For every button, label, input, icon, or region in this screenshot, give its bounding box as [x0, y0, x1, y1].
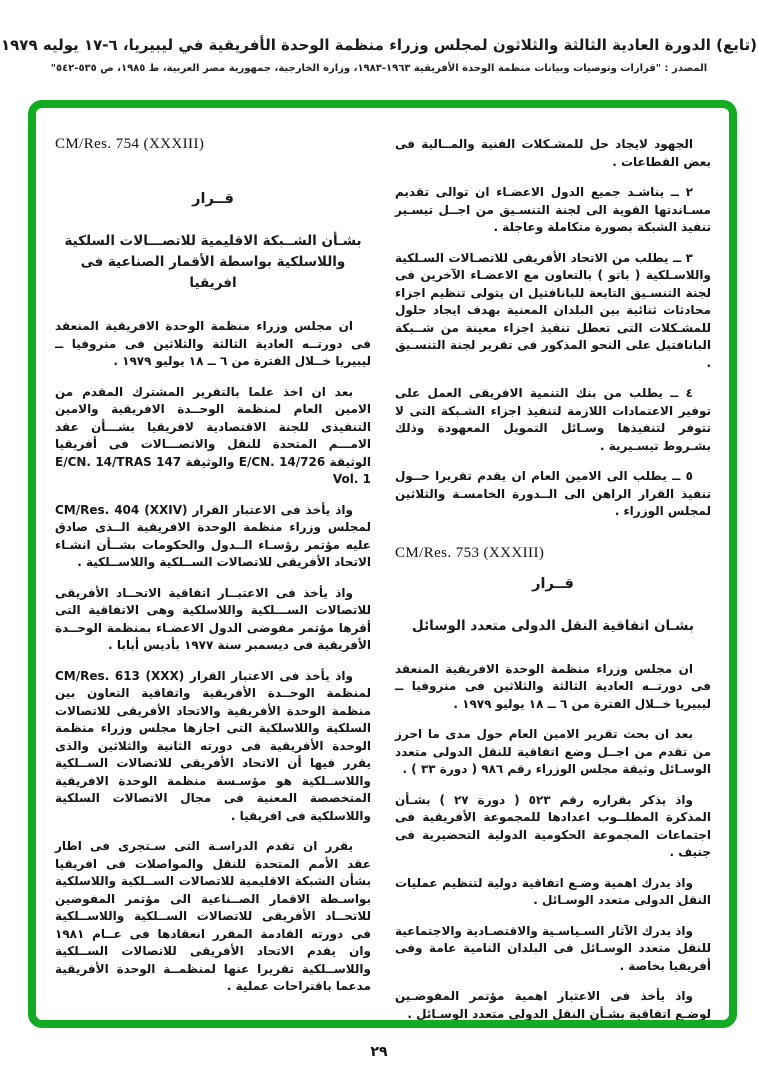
resolution-753-paragraph: واذ يذكر بقراره رقم ٥٢٣ ( دورة ٢٧ ) بشـأن المذكرة المطلــوب اعدادها للمجموعة الأفريقية فى اجتماعات المجموعة الحكومية الدولية التحضيرية فى جنيف . — [395, 792, 711, 859]
clause-4: ٤ ــ يطلب من بنك التنمية الافريقى العمل على توفير الاعتمادات اللازمة لتنفيذ اجزاء الشـبكة التى لا تتوفر لتنفيذها وسـائل التمويل المعهودة وذلك بشـروط تيسـيرية . — [395, 386, 711, 453]
column-right — [395, 136, 711, 1023]
two-column-layout — [54, 136, 711, 1023]
clause-2: ٢ ــ يناشـد جميع الدول الاعضـاء ان توالى تقديم مسـاندتها القوية الى لجنة التنسـيق من اجــل تيسـير تنفيذ الشبكة بصورة متكاملة وعاجلة . — [395, 185, 711, 234]
green-border-frame — [28, 100, 737, 1028]
page-header — [0, 0, 758, 74]
continuation-paragraph: الجهود لايجاد حل للمشـكلات الفنية والمــالية فى بعض القطاعات . — [395, 137, 711, 169]
clause-5: ٥ ــ يطلب الى الامين العام ان يقدم تقريرا حــول تنفيذ القرار الراهن الى الــدورة الخامسـة والثلاثين لمجلس الوزراء . — [395, 469, 711, 518]
subject-heading-753: بشـان اتفاقية النقل الدولى متعدد الوسائل — [412, 617, 694, 634]
resolution-753-paragraph: واذ يدرك الآثار السـياسـية والاقتصـادية والاجتماعية للنقل متعدد الوسـائل فى البلدان النامية عامة وفى أفريقيا بخاصة . — [395, 923, 711, 973]
resolution-754-paragraph: يقرر ان تقدم الدراسـة التى سـتجرى فى اطار عقد الأمم المتحدة للنقل والمواصلات فى افريقيا بشأن الشبكة الاقليمية للاتصالات الســلكية واللاسلكية بواسـطة الاقمار الصــناعية الى مؤتمر المفوضين للاتحــاد الأفريقى للاتصالات الســلكية واللاســلكية فى دورته القادمة المقرر انعقادها فى عــام ١٩٨١ وان يقدم الاتحاد الأفريقى للاتصالات الســلكية واللاســلكية تقريرا عنها لمنظمــة الوحدة الأفريقية مدعما باقتراحات عملية . — [55, 839, 371, 993]
resolution-753-paragraph: بعد ان بحث تقرير الامين العام حول مدى ما احرز من تقدم من اجــل وضع اتفاقية للنقل الدولى متعدد الوسـائل وثيقة مجلس الوزراء رقم ٩٨٦ ( دورة ٣٣ ) . — [395, 727, 711, 776]
resolution-753-paragraph: ان مجلس وزراء منظمة الوحدة الافريقية المنعقد فى دورتــه العادية الثالثة والثلاثين فى منروفيا ــ ليبيريا خــلال الفترة من ٦ ــ ١٨ يوليو ١٩٧٩ . — [395, 661, 711, 711]
decision-heading-753: قــرار — [532, 575, 574, 592]
clause-3: ٣ ــ يطلب من الاتحاد الأفريقى للاتصـالات السـلكية واللاسـلكية ( باتو ) بالتعاون مع الاعضـاء الآخرين فى لجنة التنسـيق التابعة للبانافتيل ان يتولى تنظيم اجزاء محادثات ثنائية بين البلدان المعنية بهدف ايجاد حلول للمشـكلات التى تعطل تنفيذ اجزاء معينة من شــبكة البانافتيل على النحو المذكور فى تقرير لجنة التنسـيق . — [395, 250, 711, 370]
page-number: ٢٩ — [370, 1044, 388, 1060]
resolution-754-paragraph: بعد ان اخذ علما بالتقرير المشترك المقدم من الامين العام لمنظمة الوحــدة الافريقية والامين التنفيذى للجنة الاقتصادية لافريقيا بشـــأن عقد الامـــم المتحدة للنقل والاتصـــالات فى أفريقيا الوثيقة E/CN. 14/726 والوثيقة E/CN. 14/TRAS 147 Vol. 1 — [55, 384, 371, 486]
resolution-753-paragraph: واذ يدرك اهمية وضـع اتفاقية دولية لتنظيم عمليات النقل الدولى متعدد الوسـائل . — [395, 875, 711, 907]
header-source-line: المصدر : "قرارات وتوصيات وبيانات منظمة الوحدة الأفريقية ١٩٦٣-١٩٨٣، وزارة الخارجية، جمهورية مصر العربية، ط ١٩٨٥، ص ٥٣٥-٥٤٢" — [50, 63, 708, 74]
resolution-754-paragraph: واذ يأخذ فى الاعتبار القرار CM/Res. 613 (XXX) لمنظمة الوحــدة الأفريقية واتفاقية التعاون بين منظمة الوحدة الأفريقية والاتحاد الأفريقى للاتصالات السلكية واللاسلكية التى اجازها مجلس وزراء منظمة الوحدة الأفريقية فى دورته الثانية والثلاثين والذى يقرر فيها أن الاتحاد الأفريقى للاتصالات الســلكية واللاســلكية هو مؤسـسة منظمة الوحدة الافريقية المتخصصة المعنية فى مجال الاتصالات السلكية واللاسلكية فى افريقيا . — [55, 668, 371, 823]
resolution-754-paragraph: ان مجلس وزراء منظمة الوحدة الافريقية المنعقد فى دورتــه العادية الثالثة والثلاثين فى منروفيا ــ ليبيريا خــلال الفترة من ٦ ــ ١٨ يوليو ١٩٧٩ . — [55, 319, 371, 368]
header-session-title: (تابع) الدورة العادية الثالثة والثلاثون لمجلس وزراء منظمة الوحدة الأفريقية في ليبيريا، ٦-١٧ يوليه ١٩٧٩ — [1, 36, 757, 54]
resolution-753-paragraph: واذ يأخذ فى الاعتبار اهمية مؤتمر المفوضـين لوضـع اتفاقية بشـأن النقل الدولى متعدد الوسـائل . — [395, 989, 711, 1021]
subject-heading-754: بشـأن الشــبكة الاقليمية للاتصـــالات السلكية واللاسلكية بواسطة الأقمار الصناعية فى افريقيا — [64, 233, 362, 291]
resolution-number-754: CM/Res. 754 (XXXIII) — [55, 136, 205, 152]
resolution-754-paragraph: واذ يأخذ فى الاعتبــار اتفاقية الاتحــاد الأفريقى للاتصالات الســـلكية واللاسلكية وهى الاتفاقية التى أقرها مؤتمر مفوضى الدول الاعضـاء بمنظمة الوحــدة الأفريقية فى ديسمبر سنة ١٩٧٧ بأديس أبابا . — [55, 585, 371, 652]
resolution-number-753: CM/Res. 753 (XXXIII) — [395, 544, 545, 561]
resolution-754-paragraph: واذ يأخذ فى الاعتبار القرار CM/Res. 404 (XXIV) لمجلس وزراء منظمة الوحدة الافريقية الــذى صادق عليه مؤتمر رؤسـاء الــدول والحكومات بشــأن انشـاء الاتحاد الأفريقى للاتصالات الســلكية واللاســلكية . — [55, 502, 371, 569]
decision-heading-754: قــرار — [192, 191, 234, 207]
column-left — [55, 136, 371, 1023]
